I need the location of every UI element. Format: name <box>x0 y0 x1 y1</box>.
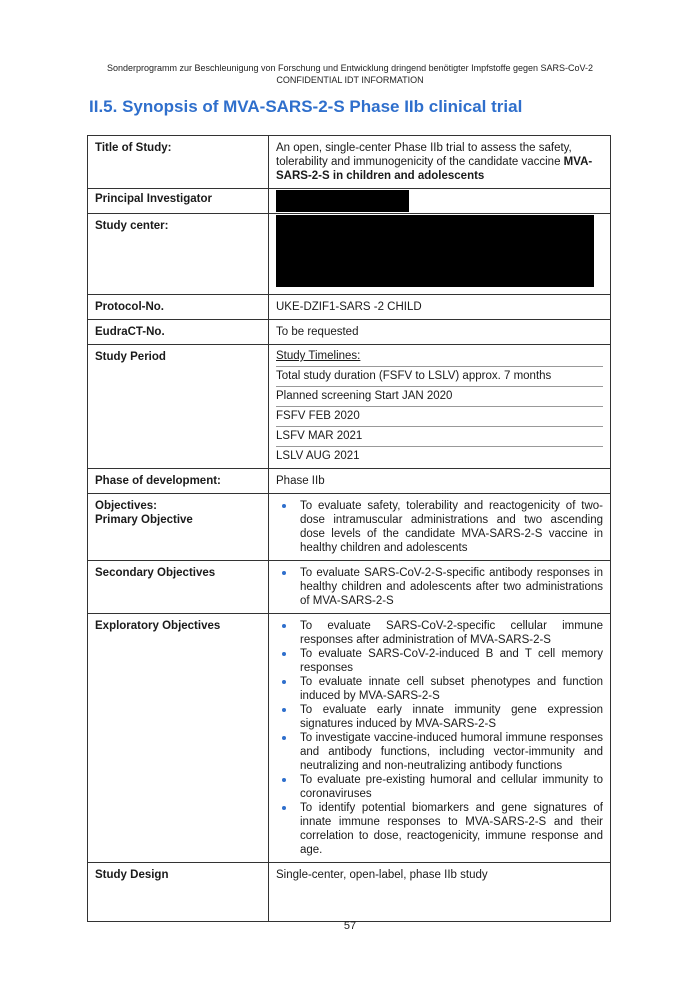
design-label: Study Design <box>88 863 269 922</box>
primary-objective-label: Primary Objective <box>95 514 193 526</box>
row-phase <box>88 469 611 494</box>
title-label: Title of Study: <box>88 136 269 189</box>
secondary-value <box>269 561 611 614</box>
row-eudract <box>88 320 611 345</box>
period-line: Total study duration (FSFV to LSLV) approx. 7 months <box>276 367 603 387</box>
list-item: To evaluate safety, tolerability and reactogenicity of two-dose intramuscular administrations and two ascending dose levels of the candidate MVA-SARS-2-S vaccine in healthy children and adolescents <box>276 499 603 555</box>
row-study-center <box>88 214 611 295</box>
row-protocol <box>88 295 611 320</box>
protocol-label: Protocol-No. <box>88 295 269 320</box>
eudract-label: EudraCT-No. <box>88 320 269 345</box>
list-item: To investigate vaccine-induced humoral immune responses and antibody functions, including vector-immunity and neutralizing and non-neutralizing antibody functions <box>276 731 603 773</box>
title-value <box>269 136 611 189</box>
section-title: II.5. Synopsis of MVA-SARS-2-S Phase IIb clinical trial <box>89 97 523 116</box>
row-study-design <box>88 863 611 922</box>
row-primary-objective <box>88 494 611 561</box>
redaction-block-center <box>276 215 594 287</box>
pi-label: Principal Investigator <box>88 189 269 214</box>
row-secondary-objectives <box>88 561 611 614</box>
primary-objective-list <box>276 499 603 555</box>
page-number: 57 <box>343 920 357 932</box>
list-item: To evaluate pre-existing humoral and cellular immunity to coronaviruses <box>276 773 603 801</box>
phase-value: Phase IIb <box>269 469 611 494</box>
period-value <box>269 345 611 469</box>
list-item: To evaluate SARS-CoV-2-S-specific antibody responses in healthy children and adolescents after two administrations of MVA-SARS-2-S <box>276 566 603 608</box>
list-item: To evaluate early innate immunity gene expression signatures induced by MVA-SARS-2-S <box>276 703 603 731</box>
redaction-block-pi <box>276 190 409 212</box>
objectives-label-cell <box>88 494 269 561</box>
exploratory-value <box>269 614 611 863</box>
period-line: LSLV AUG 2021 <box>276 450 360 462</box>
secondary-objective-list <box>276 566 603 608</box>
protocol-value: UKE-DZIF1-SARS -2 CHILD <box>269 295 611 320</box>
objectives-label: Objectives: <box>95 500 157 512</box>
period-line: Planned screening Start JAN 2020 <box>276 387 603 407</box>
period-line: FSFV FEB 2020 <box>276 407 603 427</box>
row-principal-investigator <box>88 189 611 214</box>
period-line: LSFV MAR 2021 <box>276 427 603 447</box>
design-value: Single-center, open-label, phase IIb study <box>269 863 611 922</box>
pi-value <box>269 189 611 214</box>
title-text: An open, single-center Phase IIb trial to assess the safety, tolerability and immunogenicity of the candidate vaccine <box>276 142 572 168</box>
header-program-line: Sonderprogramm zur Beschleunigung von Forschung und Entwicklung dringend benötigter Impfstoffe gegen SARS-CoV-2 <box>106 63 594 73</box>
document-header <box>0 62 700 86</box>
list-item: To evaluate SARS-CoV-2-specific cellular immune responses after administration of MVA-SARS-2-S <box>276 619 603 647</box>
phase-label: Phase of development: <box>88 469 269 494</box>
row-title <box>88 136 611 189</box>
eudract-value: To be requested <box>269 320 611 345</box>
list-item: To evaluate innate cell subset phenotypes and function induced by MVA-SARS-2-S <box>276 675 603 703</box>
center-label: Study center: <box>88 214 269 295</box>
period-label: Study Period <box>88 345 269 469</box>
center-value <box>269 214 611 295</box>
synopsis-table <box>87 135 611 922</box>
row-exploratory-objectives <box>88 614 611 863</box>
exploratory-label: Exploratory Objectives <box>88 614 269 863</box>
header-confidential-line: CONFIDENTIAL IDT INFORMATION <box>276 75 424 85</box>
list-item: To identify potential biomarkers and gene signatures of innate immune responses to MVA-SARS-2-S and their correlation to dose, reactogenicity, immune response and age. <box>276 801 603 857</box>
primary-objective-value <box>269 494 611 561</box>
list-item: To evaluate SARS-CoV-2-induced B and T cell memory responses <box>276 647 603 675</box>
title-bold-text: MVA-SARS-2-S in children and adolescents <box>276 156 593 182</box>
row-study-period <box>88 345 611 469</box>
secondary-label: Secondary Objectives <box>88 561 269 614</box>
exploratory-objective-list <box>276 619 603 857</box>
period-timelines-heading: Study Timelines: <box>276 347 603 367</box>
